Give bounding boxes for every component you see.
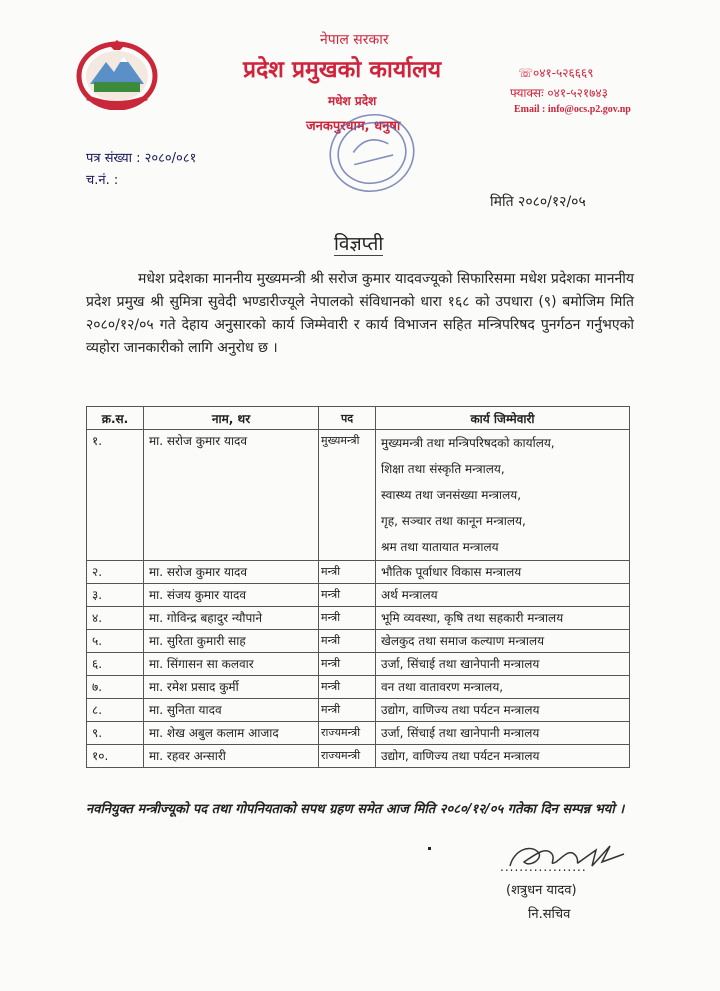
row-responsibility: स्वास्थ्य तथा जनसंख्या मन्त्रालय,: [376, 482, 630, 508]
row-name: मा. रमेश प्रसाद कुर्मी: [144, 676, 319, 699]
row-serial: १.: [87, 430, 144, 561]
row-serial: ९.: [87, 722, 144, 745]
table-row: [87, 676, 630, 699]
row-name: मा. संजय कुमार यादव: [144, 584, 319, 607]
row-post: मन्त्री: [319, 630, 376, 653]
dispatch-number: च.नं. :: [86, 173, 119, 188]
letter-date: मिति २०८०/१२/०५: [490, 194, 586, 210]
oath-note: नवनियुक्त मन्त्रीज्यूको पद तथा गोपनियताको सपथ ग्रहण समेत आज मिति २०८०/१२/०५ गतेका दिन सम्पन्न भयो ।: [86, 802, 625, 817]
row-serial: १०.: [87, 745, 144, 768]
notice-heading-text: विज्ञप्ती: [334, 233, 384, 255]
row-responsibility: वन तथा वातावरण मन्त्रालय,: [376, 676, 630, 699]
fax-number: फ्याक्सः ०४१-५२१७४३: [510, 86, 608, 100]
table-header-row: [87, 407, 630, 430]
phone-number: ☏०४१-५२६६६९: [518, 66, 594, 80]
table-row: [87, 745, 630, 768]
row-serial: ३.: [87, 584, 144, 607]
row-responsibility: खेलकुद तथा समाज कल्याण मन्त्रालय: [376, 630, 630, 653]
row-serial: ८.: [87, 699, 144, 722]
row-responsibility: अर्थ मन्त्रालय: [376, 584, 630, 607]
row-name: मा. सरोज कुमार यादव: [144, 430, 319, 561]
row-post: मन्त्री: [319, 584, 376, 607]
row-responsibility: श्रम तथा यातायात मन्त्रालय: [376, 534, 630, 561]
header-post: पद: [319, 407, 376, 430]
table-row: [87, 561, 630, 584]
row-responsibility: उद्योग, वाणिज्य तथा पर्यटन मन्त्रालय: [376, 699, 630, 722]
table-row: [87, 699, 630, 722]
row-serial: ४.: [87, 607, 144, 630]
row-responsibility: गृह, सञ्चार तथा कानून मन्त्रालय,: [376, 508, 630, 534]
row-name: मा. सिंगासन सा कलवार: [144, 653, 319, 676]
cabinet-table: [86, 406, 630, 768]
header-serial: क्र.स.: [87, 407, 144, 430]
signatory-name: (शत्रुधन यादव): [506, 883, 577, 898]
row-name: मा. सरोज कुमार यादव: [144, 561, 319, 584]
header-responsibility: कार्य जिम्मेवारी: [376, 407, 630, 430]
government-name: नेपाल सरकार: [320, 32, 389, 48]
row-name: मा. रहवर अन्सारी: [144, 745, 319, 768]
row-serial: ७.: [87, 676, 144, 699]
ink-dot: [428, 847, 431, 850]
row-name: मा. सुनिता यादव: [144, 699, 319, 722]
row-name: मा. गोविन्द्र बहादुर न्यौपाने: [144, 607, 319, 630]
row-post: राज्यमन्त्री: [319, 722, 376, 745]
row-responsibility: भूमि व्यवस्था, कृषि तथा सहकारी मन्त्रालय: [376, 607, 630, 630]
row-responsibility: उद्योग, वाणिज्य तथा पर्यटन मन्त्रालय: [376, 745, 630, 768]
city-name: जनकपुरधाम, धनुषा: [306, 119, 401, 134]
table-row: [87, 584, 630, 607]
row-post: मन्त्री: [319, 561, 376, 584]
row-post: मन्त्री: [319, 607, 376, 630]
letter-number: पत्र संख्या : २०८०/०८१: [86, 151, 197, 166]
row-responsibility: भौतिक पूर्वाधार विकास मन्त्रालय: [376, 561, 630, 584]
row-post: मन्त्री: [319, 699, 376, 722]
row-name: मा. शेख अबुल कलाम आजाद: [144, 722, 319, 745]
table-row: [87, 630, 630, 653]
row-serial: ६.: [87, 653, 144, 676]
coat-of-arms-emblem: [76, 38, 158, 110]
row-responsibility: मुख्यमन्त्री तथा मन्त्रिपरिषदको कार्यालय,: [376, 430, 630, 457]
email-address: Email : info@ocs.p2.gov.np: [514, 104, 631, 115]
table-row: [87, 722, 630, 745]
row-responsibility: उर्जा, सिंचाई तथा खानेपानी मन्त्रालय: [376, 653, 630, 676]
row-serial: २.: [87, 561, 144, 584]
province-name: मधेश प्रदेश: [328, 94, 377, 108]
notice-heading: [334, 230, 383, 256]
office-title: प्रदेश प्रमुखको कार्यालय: [243, 57, 442, 83]
row-serial: ५.: [87, 630, 144, 653]
table-row: [87, 653, 630, 676]
signature-line: ..................: [500, 860, 587, 874]
row-responsibility: उर्जा, सिंचाई तथा खानेपानी मन्त्रालय: [376, 722, 630, 745]
office-seal-stamp: [324, 108, 420, 198]
table-row: [87, 430, 630, 457]
row-post: मन्त्री: [319, 653, 376, 676]
row-name: मा. सुरिता कुमारी साह: [144, 630, 319, 653]
table-row: [87, 607, 630, 630]
header-name: नाम, थर: [144, 407, 319, 430]
row-post: मन्त्री: [319, 676, 376, 699]
row-post: राज्यमन्त्री: [319, 745, 376, 768]
signatory-title: नि.सचिव: [528, 907, 571, 922]
notice-body-text: मधेश प्रदेशका माननीय मुख्यमन्त्री श्री सरोज कुमार यादवज्यूको सिफारिसमा मधेश प्रदेशका माननीय प्रदेश प्रमुख श्री सुमित्रा सुवेदी भण्डारीज्यूले नेपालको संविधानको धारा १६८ को उपधारा (९) बमोजिम मिति २०८०/१२/०५ गते देहाय अनुसारको कार्य जिम्मेवारी र कार्य विभाजन सहित मन्त्रिपरिषद पुनर्गठन गर्नुभएको व्यहोरा जानकारीको लागि अनुरोध छ ।: [86, 271, 634, 356]
row-post: मुख्यमन्त्री: [319, 430, 376, 561]
row-responsibility: शिक्षा तथा संस्कृति मन्त्रालय,: [376, 456, 630, 482]
notice-body: [86, 268, 634, 360]
